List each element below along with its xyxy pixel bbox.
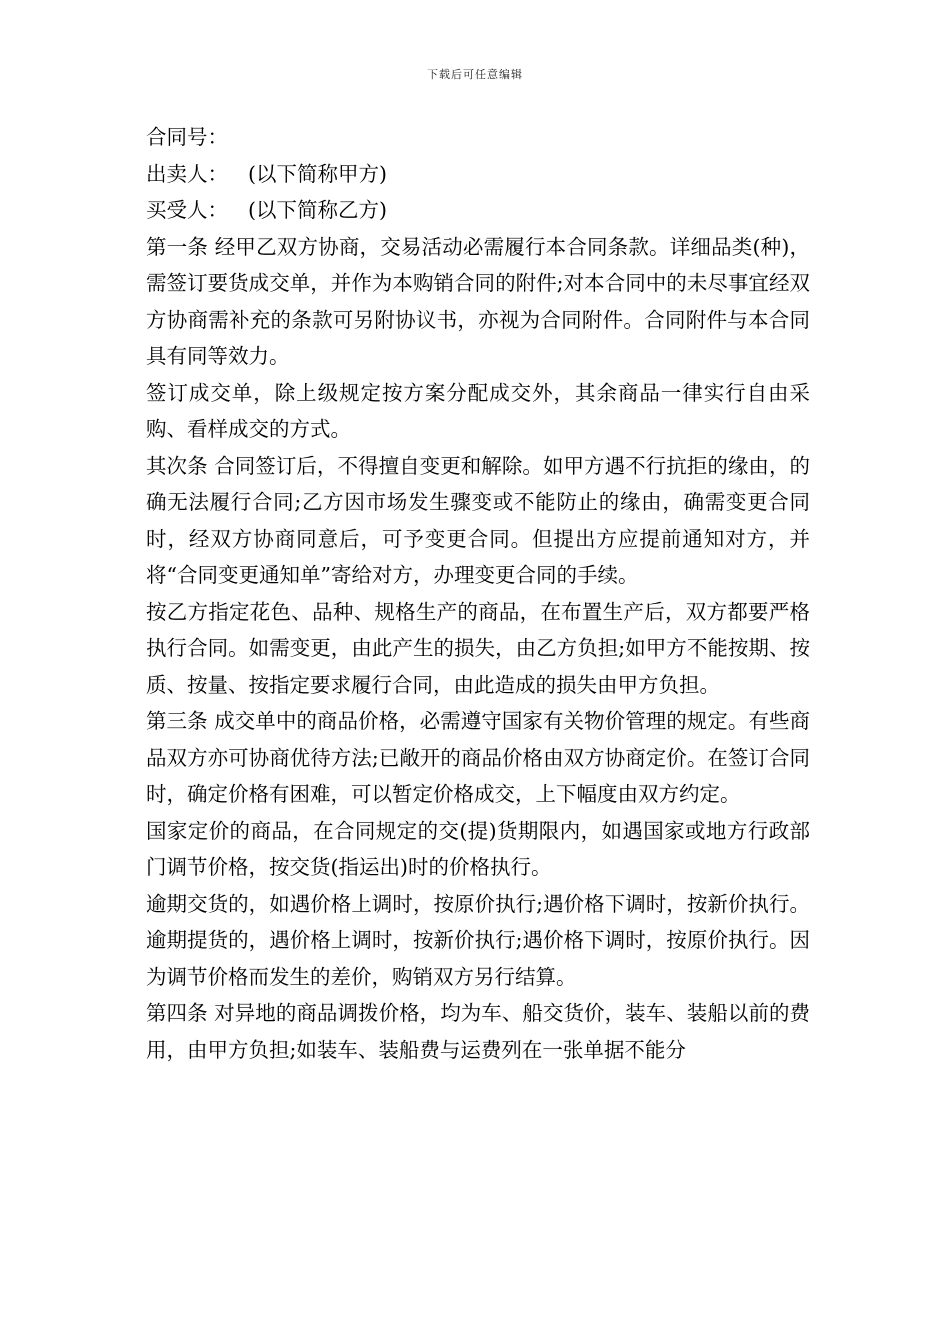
- paragraph-article-3: 第三条 成交单中的商品价格，必需遵守国家有关物价管理的规定。有些商品双方亦可协商优待方法;已敞开的商品价格由双方协商定价。在签订合同时，确定价格有困难，可以暂定价格成交，上下幅度由双方约定。: [146, 709, 810, 806]
- contract-body: [146, 119, 810, 1068]
- seller-label: 出卖人：: [146, 161, 228, 186]
- buyer-label: 买受人：: [146, 198, 228, 222]
- seller-line: [146, 156, 810, 193]
- seller-note: (以下简称甲方): [248, 161, 387, 186]
- buyer-note: (以下简称乙方): [248, 198, 387, 222]
- paragraph-state-pricing: 国家定价的商品，在合同规定的交(提)货期限内，如遇国家或地方行政部门调节价格，按交货(指运出)时的价格执行。: [146, 818, 810, 879]
- paragraph-late-delivery: 逾期交货的，如遇价格上调时，按原价执行;遇价格下调时，按新价执行。逾期提货的，遇价格上调时，按新价执行;遇价格下调时，按原价执行。因为调节价格而发生的差价，购销双方另行结算。: [146, 891, 810, 989]
- paragraph-deal-sheet: 签订成交单，除上级规定按方案分配成交外，其余商品一律实行自由采购、看样成交的方式。: [146, 380, 810, 441]
- paragraph-article-1: 第一条 经甲乙双方协商，交易活动必需履行本合同条款。详细品类(种)，需签订要货成交单，并作为本购销合同的附件;对本合同中的未尽事宜经双方协商需补充的条款可另附协议书，亦视为合同附件。合同附件与本合同具有同等效力。: [146, 234, 810, 368]
- buyer-line: [146, 192, 810, 229]
- contract-number-label: 合同号：: [146, 125, 228, 149]
- page-header: 下载后可任意编辑: [427, 68, 523, 81]
- paragraph-article-2: 其次条 合同签订后，不得擅自变更和解除。如甲方遇不行抗拒的缘由，的确无法履行合同;乙方因市场发生骤变或不能防止的缘由，确需变更合同时，经双方协商同意后，可予变更合同。但提出方应提前通知对方，并将“合同变更通知单”寄给对方，办理变更合同的手续。: [146, 453, 810, 587]
- paragraph-article-4: 第四条 对异地的商品调拨价格，均为车、船交货价，装车、装船以前的费用，由甲方负担;如装车、装船费与运费列在一张单据不能分: [146, 1001, 810, 1062]
- paragraph-custom-production: 按乙方指定花色、品种、规格生产的商品，在布置生产后，双方都要严格执行合同。如需变更，由此产生的损失，由乙方负担;如甲方不能按期、按质、按量、按指定要求履行合同，由此造成的损失由甲方负担。: [146, 599, 810, 697]
- contract-number-line: [146, 119, 810, 156]
